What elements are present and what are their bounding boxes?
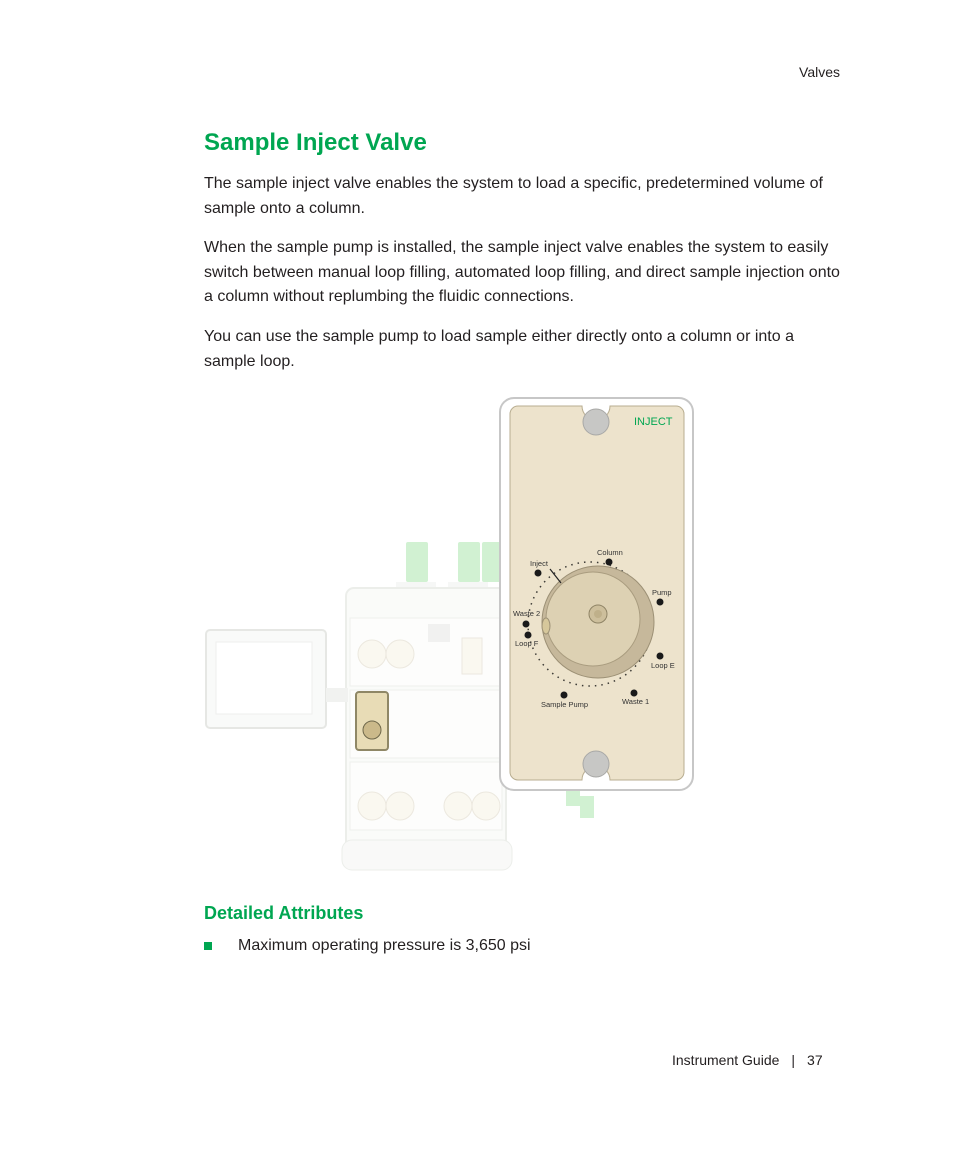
port-label-loopf: Loop F — [515, 639, 539, 648]
running-head: Valves — [799, 64, 840, 80]
port-label-waste1: Waste 1 — [622, 697, 650, 706]
valve-figure — [200, 392, 700, 882]
paragraph-usage: You can use the sample pump to load sample either directly onto a column or into a sample loop. — [204, 328, 794, 370]
valve-illustration — [200, 392, 700, 882]
port-label-loope: Loop E — [651, 661, 675, 670]
port-label-waste2: Waste 2 — [513, 609, 541, 618]
valve-panel — [500, 398, 693, 790]
attributes-title: Detailed Attributes — [204, 903, 364, 923]
bullet-square-icon — [204, 942, 212, 950]
page-footer — [672, 1052, 823, 1068]
paragraph-intro: The sample inject valve enables the system to load a specific, predetermined volume of sample onto a column. — [204, 175, 823, 217]
section-title: Sample Inject Valve — [204, 129, 427, 156]
footer-guide-title: Instrument Guide — [672, 1052, 780, 1068]
paragraph-sample-pump: When the sample pump is installed, the sample inject valve enables the system to easily switch between manual loop filling, automated loop filling, and direct sample injection onto a column without replumbing the fluidic connections. — [204, 239, 840, 305]
attribute-text: Maximum operating pressure is 3,650 psi — [238, 937, 531, 954]
valve-mode-label: INJECT — [634, 416, 673, 428]
port-label-sample-pump: Sample Pump — [541, 700, 589, 709]
footer-separator: | — [791, 1052, 796, 1068]
page-number: 37 — [807, 1052, 823, 1068]
port-label-inject: Inject — [530, 559, 548, 568]
port-label-column: Column — [597, 548, 623, 557]
port-label-pump: Pump — [652, 588, 672, 597]
